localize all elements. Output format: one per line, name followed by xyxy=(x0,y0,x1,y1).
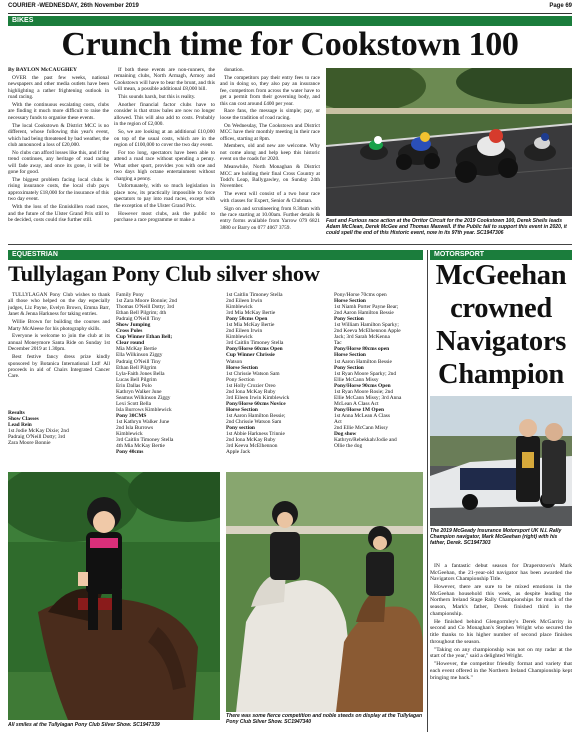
results-line: 3rd Eileen Irwin Kimblewick xyxy=(226,394,290,401)
divider xyxy=(8,244,572,245)
paragraph: No clubs can afford losses like this, and if the trend continues, any heritage of road racing will fade away, and once its gone, it will be gone for good. xyxy=(8,149,109,176)
results-heading: Lead Rein xyxy=(8,422,32,429)
paragraph: Another financial factor clubs have to consider is that straw bales are now no longer allowed. This will also add to costs. Probably in the region of £2,000. xyxy=(114,102,215,128)
paragraph: However, there are sure to be mixed emotions in the McGeehan household this week, as despite leading the Northern Ireland Stage Rally Championships for much of the season, Mark's father, Derek finished third in the championship. xyxy=(430,584,572,617)
results-line: 1st Ryan Moore Rosie; 2nd xyxy=(334,388,394,395)
paragraph: If both these events are non-runners, the remaining clubs, North Armagh, Armoy and Cookstown will have to bear the brunt, and this will mean, a possible additional £8,000 bill. xyxy=(114,67,215,93)
results-line: Apple Jack xyxy=(226,449,251,456)
equestrian-intro-column xyxy=(8,292,110,410)
headline-line: Navigators xyxy=(436,326,566,357)
results-line: Watson xyxy=(226,358,243,365)
rally-champion-photo xyxy=(430,396,572,526)
paragraph: IN a fantastic debut season for Draperstown's Mark McGeehan, the 21-year-old navigator has been awarded the Navigators Championship Title. xyxy=(430,563,572,583)
results-heading: Clear round xyxy=(116,340,145,347)
paragraph: "However, the competitor friendly format and variety that each event offered in the Northern Ireland Championship kept bringing me back." xyxy=(430,661,572,681)
results-line: McLean A Class Act xyxy=(334,400,379,407)
paragraph: The competitors pay their entry fees to race and in doing so, they also pay an insurance fee, competitors from across the water have to get a permit from their governing body, and this can cost around £400 per year. xyxy=(220,74,320,107)
results-heading: Results xyxy=(8,410,25,416)
paragraph: This sounds harsh, but this is reality. xyxy=(118,94,196,101)
paragraph: With the continuous escalating costs, clubs are finding it much more difficult to raise the necessary funds to organise these events. xyxy=(8,102,109,121)
results-line: 3rd Keeva McElhennon xyxy=(226,443,278,450)
results-line: Erin Dallas Polo xyxy=(116,382,152,389)
results-line: Thomas O'Neill Dotty; 3rd xyxy=(116,304,175,311)
results-line: Act xyxy=(334,418,342,425)
bike-race-photo xyxy=(326,68,572,216)
results-line: 2nd Iona McKay Ruby xyxy=(226,437,276,444)
page-number: Page 69 xyxy=(549,3,572,9)
results-line: Pony Section xyxy=(226,376,255,383)
masthead-date: COURIER -WEDNESDAY, 26th November 2019 xyxy=(8,3,139,9)
headline-line: McGeehan xyxy=(435,260,567,291)
pony-photo-child xyxy=(8,472,220,720)
bikes-column-3 xyxy=(220,67,320,237)
pony-photo-riders xyxy=(226,472,423,712)
results-line: Kathryn/Rebekkah/Jodie and xyxy=(334,437,397,444)
results-heading: Cup Winner Ethan Bell; xyxy=(116,334,173,341)
results-heading: Horse Section xyxy=(334,352,366,359)
results-line: Tac xyxy=(334,340,342,347)
paragraph: Race fans, the message is simple; pay, or loose the tradition of road racing. xyxy=(220,108,320,121)
results-line: 2nd Keeva McElhennon Apple xyxy=(334,328,401,335)
results-heading: Pony/Horse 60cms Open xyxy=(226,346,283,353)
bikes-photo-caption: Fast and Furious race action at the Orritor Circuit for the 2019 Cookstown 100, Derek Sheils leads Adam McClean, Derek McGee and Thomas Maxwell. If the Public fail to support this event in 2020, it could spell the end of this Historic event, now in its 97th year. SC1947306 xyxy=(326,218,567,236)
results-line: Padraig O'Neill Tiny xyxy=(116,358,161,365)
column-divider xyxy=(427,250,428,732)
bikes-column-1 xyxy=(8,67,109,237)
headline-line: Champion xyxy=(438,359,564,390)
paragraph: Sign on and scrutineering from 8.30am with the race starting at 10.00am. Further details & entry forms available from Yarrow 079 6821 3880 or Barry on 077 4067 3759. xyxy=(220,205,320,231)
results-line: 3rd Caitlin Timoney Stella xyxy=(116,437,174,444)
paragraph: donation. xyxy=(224,67,244,73)
results-line: Ollie the dog xyxy=(334,443,363,450)
section-bar-equestrian xyxy=(8,250,423,260)
results-heading: Pony 40cms xyxy=(116,449,144,456)
section-label-motorsport: MOTORSPORT xyxy=(434,251,485,258)
results-line: 2nd Eileen Irwin xyxy=(226,298,263,305)
paragraph: The event will consist of a two hour race with classes for Expert, Senior & Clubman. xyxy=(220,191,320,204)
results-heading: Pony/Horse 60cms Novice xyxy=(226,400,286,407)
results-heading: Show Jumping xyxy=(116,322,151,329)
results-heading: Pony 50cms Open xyxy=(226,316,268,323)
results-heading: Pony/Horse 90cms Open xyxy=(334,382,391,389)
paragraph: So, we are looking at an additional £10,000 on top of the usual costs, which are in the region of £100,000 to cover the two day event. xyxy=(114,129,215,148)
pony-photo-riders-caption: There was some fierce competition and noble steeds on display at the Tullylagan Pony Club Silver Show. SC1947340 xyxy=(226,713,423,725)
headline-line: crowned xyxy=(450,293,552,324)
results-line: Seamus Wilkinson Ziggy xyxy=(116,394,171,401)
results-heading: Cross Poles xyxy=(116,328,143,335)
results-line: 1st Mia McKay Bertie xyxy=(226,322,275,329)
section-label-equestrian: EQUESTRIAN xyxy=(12,251,58,258)
results-line: Zara Moore Bonnie xyxy=(8,440,51,447)
paragraph: TULLYLAGAN Pony Club wishes to thank all those who helped on the day especially judges, Liz Payne, Evelyn Brown, Emma Barr, Janet & Jenna Harkness for taking entries. xyxy=(8,292,110,318)
results-line: 1st Chrissie Watson Sam xyxy=(226,370,280,377)
paragraph: Meanwhile, North Monaghan & District MCC are holding their final Cross Country at Todd's Leap, Ballygawley, on Sunday 24th November. xyxy=(220,164,320,190)
results-line: 1st Anna McLean A Class xyxy=(334,412,390,419)
results-heading: Show Classes xyxy=(8,416,39,423)
results-line: Pony/Horse 70cms open xyxy=(334,292,387,298)
paragraph: Members, old and new are welcome. Why not come along and help keep this historic event on the roads for 2020. xyxy=(220,143,320,163)
results-line: Ella Wilkinson Ziggy xyxy=(116,352,163,359)
results-line: 1st Ryan Moore Sparky; 2nd xyxy=(334,370,397,377)
results-line: Ethan Bell Pilgrim xyxy=(116,364,157,371)
results-line: 1st William Hamilton Sparky; xyxy=(334,322,399,329)
results-line: 3rd Caitlin Timoney Stella xyxy=(226,340,284,347)
results-line: Padraig O'Neill Tiny xyxy=(116,316,161,323)
results-line: 1st Abbie Harkness Trinnie xyxy=(226,431,285,438)
paragraph: With the loss of the Enniskillen road races, and the future of the Ulster Grand Prix still to be decided, costs could rise further still. xyxy=(8,204,109,223)
headline-equestrian: Tullylagan Pony Club silver show xyxy=(8,261,320,286)
paragraph: Willie Brown for building the courses and Marty McAleese for his photography skills. xyxy=(8,319,110,332)
results-line: 3rd Mia McKay Bertie xyxy=(226,310,276,317)
pony-photo-child-caption: All smiles at the Tullylagan Pony Club Silver Show. SC1947339 xyxy=(8,722,160,728)
paragraph: "Taking on any championship was not on my radar at the start of the year," said a delighted Wright. xyxy=(430,646,572,660)
results-line: Kathryn Walker June xyxy=(116,388,162,395)
results-line: 1st Zara Moore Bonnie; 2nd xyxy=(116,298,178,305)
results-line: 1st Aaron Hamilton Bessie; xyxy=(226,412,286,419)
headline-bikes: Crunch time for Cookstown 100 xyxy=(61,26,519,63)
results-line: 1st Aaron Hamilton Bessie xyxy=(334,358,392,365)
results-line: Padraig O'Neill Dotty; 3rd xyxy=(8,434,66,441)
results-line: 2nd Iona McKay Ruby xyxy=(226,388,276,395)
section-label-bikes: BIKES xyxy=(12,17,34,24)
results-line: Kimblewick xyxy=(226,334,253,341)
paragraph: The biggest problem facing local clubs is rising insurance costs, the local club pays approximately £18,000 for the insurance of this two day event. xyxy=(8,177,109,203)
results-line: Ellie McCann Missy xyxy=(334,376,379,383)
results-line: 2nd Eileen Irwin xyxy=(226,328,263,335)
results-line: Lyla-Faith Jones Bella xyxy=(116,370,165,377)
results-line: 2nd Ellie McCann Missy xyxy=(334,425,389,432)
paragraph: On Wednesday, The Cookstown and District MCC have their monthly meeting in their race offices, starting at 8pm. xyxy=(220,122,320,142)
masthead xyxy=(8,3,572,14)
paragraph: Everyone is welcome to join the club at its annual Moneymore Santa Ride on Sunday 1st December 2019 at 1.30pm. xyxy=(8,333,110,353)
paragraph: OVER the past few weeks, national newspapers and other media outlets have been highlighting a rather frightening outlook in road racing. xyxy=(8,74,109,101)
results-line: 4th Mia McKay Bertie xyxy=(116,443,165,450)
results-line: Lucas Bell Pilgrim xyxy=(116,376,157,383)
paragraph: For too long, spectators have been able to attend a road race without spending a penny. What other sport, provides you with one and two days high octane entertainment without charging a penny. xyxy=(114,149,215,182)
equestrian-results-column-4 xyxy=(334,292,426,449)
results-heading: Pony/Horse 1M Open xyxy=(334,406,385,413)
results-heading: Horse Section xyxy=(226,406,258,413)
byline: By BAYLON McCAUGHEY xyxy=(8,67,78,73)
rally-photo-caption: The 2019 McGeady Insurance Motorsport UK N.I. Rally Champion navigator, Mark McGeehan (right) with his father, Derek. SC1947303 xyxy=(430,528,562,546)
equestrian-results-column-3 xyxy=(226,292,330,455)
paragraph: Best festive fancy dress prize kindly sponsored by Botanica International Ltd! All proceeds in aid of Chairs Integrated Cancer Care. xyxy=(8,354,110,380)
paragraph: He finished behind Glengormley's Derek McGarrity in second and Co Monaghan's Stephen Wright who secured the title thanks to his higher number of second place finishes throughout the season. xyxy=(430,618,572,645)
paragraph: Unfortunately, with so much legislation in place now, its practically impossible to force spectators to pay into road races, except with the exception of the Ulster Grand Prix. xyxy=(114,183,215,209)
results-heading: Cup Winner Chrissie xyxy=(226,352,275,359)
results-line: Kimblewick xyxy=(226,304,253,311)
results-line: 1st Holly Crozier Oreo xyxy=(226,382,276,389)
results-line: 1st Niamh Porter Payne Bear; xyxy=(334,304,399,311)
paragraph: The local Cookstown & District MCC is no different, whose following this year's event, which had being threatened by bad weather, the club announced a loss of £20,000. xyxy=(8,122,109,148)
results-line: Kimblewick xyxy=(116,431,143,438)
results-heading: Pony/Horse 80cms open xyxy=(334,346,390,353)
results-line: Jack; 3rd Sarah McKenna xyxy=(334,334,390,341)
headline-motorsport xyxy=(430,259,572,391)
results-line: 2nd Chrissie Watson Sam xyxy=(226,418,282,425)
results-line: Mia McKay Bertie xyxy=(116,346,157,353)
results-line: Lexi Scott Bella xyxy=(116,400,152,407)
results-line: Isla Burrows Kimblewick xyxy=(116,406,172,413)
results-line: Ethan Bell Pilgrim; 4th xyxy=(116,310,167,317)
results-heading: Pony Section xyxy=(334,316,364,323)
results-heading: Horse Section xyxy=(226,364,258,371)
results-line: 2nd Aaron Hamilton Bessie xyxy=(334,310,394,317)
results-line: 2nd Isla Burrows xyxy=(116,425,154,432)
results-line: 1st Caitlin Timoney Stella xyxy=(226,292,283,298)
bikes-column-2 xyxy=(114,67,215,237)
results-heading: Dog show xyxy=(334,431,357,438)
results-heading: Pony Section xyxy=(334,364,364,371)
results-line: 1st Kathryn Walker June xyxy=(116,418,170,425)
results-heading: Pony section xyxy=(226,425,255,432)
equestrian-results-column-2 xyxy=(116,292,220,455)
paragraph: However most clubs, ask the public to purchase a race programme or make a xyxy=(114,210,215,223)
results-heading: Pony 30CMS xyxy=(116,412,147,419)
results-line: 1st Jodie McKay Dixie; 2nd xyxy=(8,428,69,435)
results-line: Family Pony xyxy=(116,292,144,298)
results-heading: Horse Section xyxy=(334,298,366,305)
motorsport-body-column xyxy=(430,563,572,731)
equestrian-results-column-1 xyxy=(8,410,110,446)
results-line: Ellie McCann Missy; 3rd Anna xyxy=(334,394,402,401)
